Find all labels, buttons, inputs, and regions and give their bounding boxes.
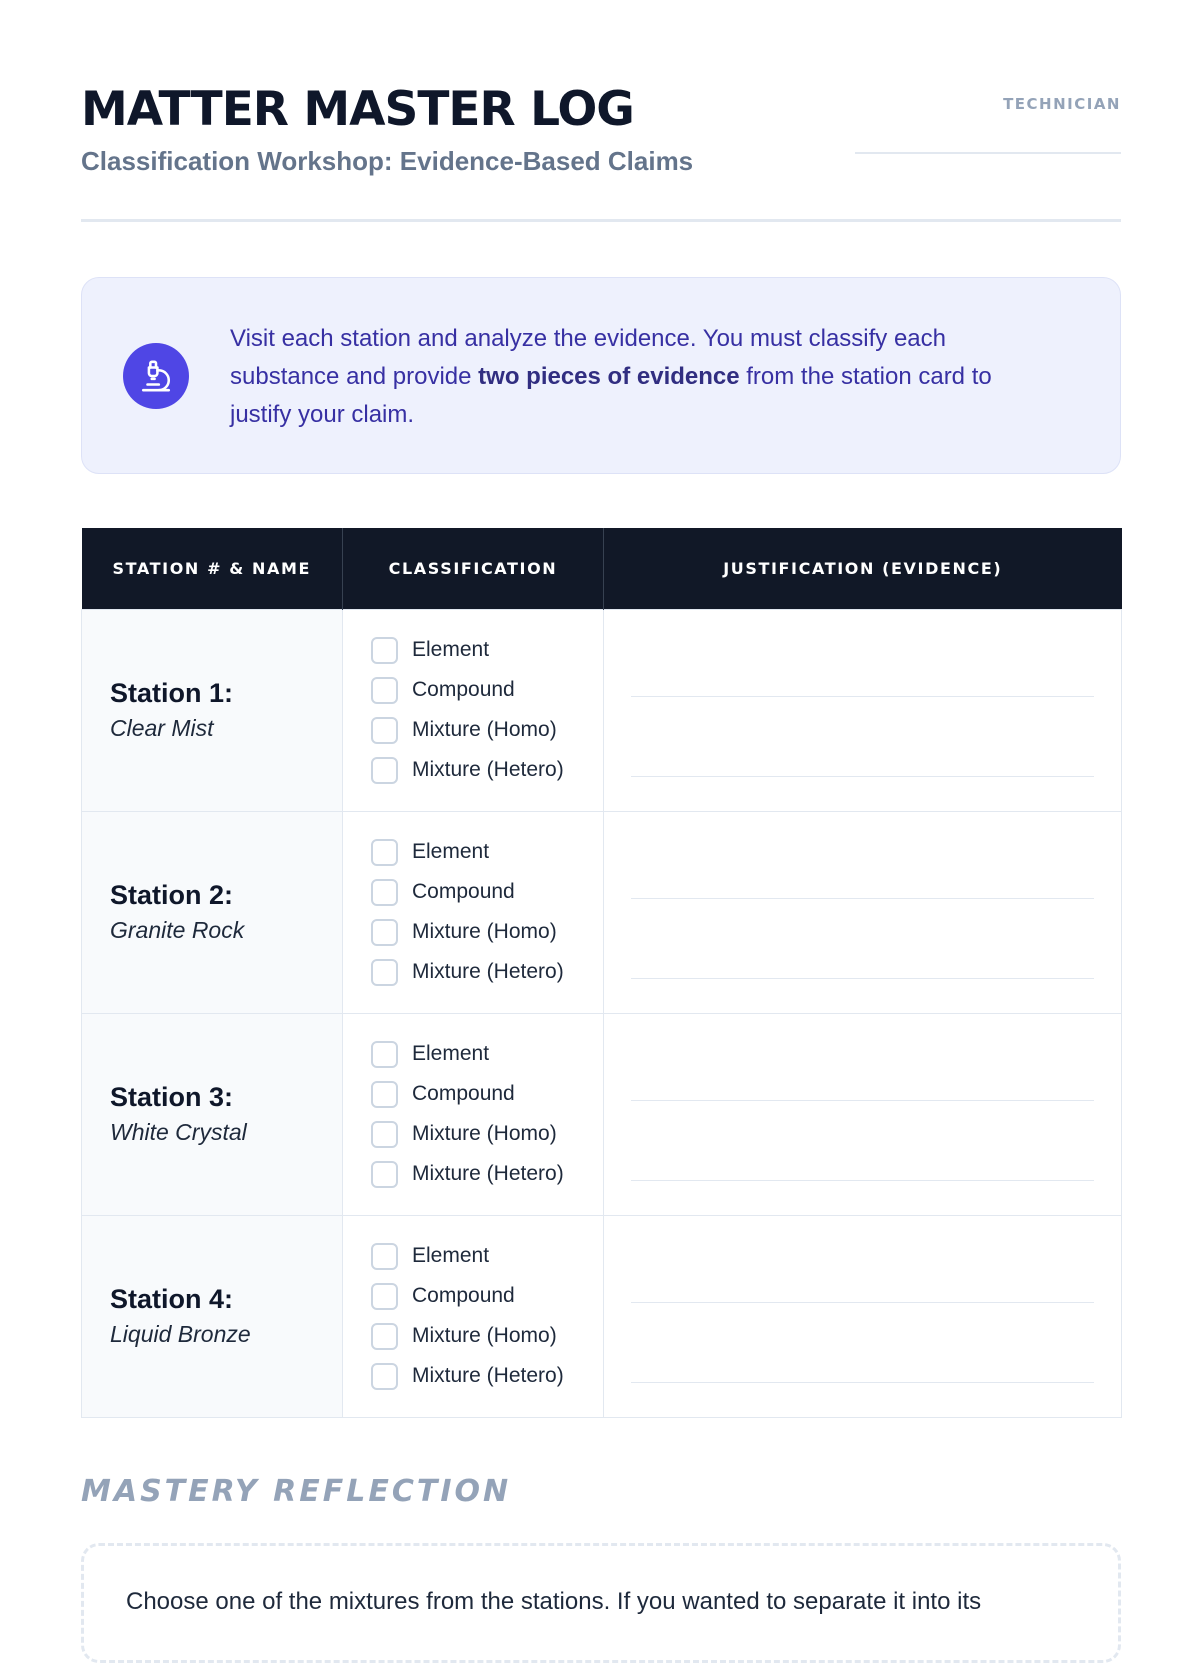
checkbox[interactable] [371,1041,398,1068]
classification-option[interactable] [371,1034,603,1074]
technician-label: TECHNICIAN [1003,95,1121,113]
option-label: Mixture (Homo) [412,920,557,943]
checkbox[interactable] [371,959,398,986]
option-label: Element [412,1244,490,1267]
option-label: Mixture (Hetero) [412,758,564,781]
station-name: Liquid Bronze [110,1321,251,1347]
classification-option[interactable] [371,1316,603,1356]
instructions-callout [81,277,1121,474]
writing-line [631,898,1094,899]
justification-cell[interactable] [604,1013,1122,1215]
option-label: Compound [412,1082,515,1105]
option-label: Mixture (Hetero) [412,1162,564,1185]
worksheet [81,0,1121,1615]
instructions-text [230,320,1050,434]
writing-line [631,978,1094,979]
station-number: Station 2: [110,880,234,910]
checkbox[interactable] [371,1081,398,1108]
checkbox[interactable] [371,1121,398,1148]
option-label: Element [412,1042,490,1065]
checkbox[interactable] [371,919,398,946]
station-number: Station 1: [110,678,234,708]
option-label: Mixture (Hetero) [412,1364,564,1387]
writing-line [631,1180,1094,1181]
instructions-text-start: Visit each station and analyze the evidence. You must classify each substance and provide [230,325,947,390]
classification-option[interactable] [371,710,603,750]
station-name: White Crystal [110,1119,247,1145]
classification-option[interactable] [371,832,603,872]
station-name: Granite Rock [110,917,245,943]
table-row [82,1215,1122,1417]
technician-name-line[interactable] [855,152,1121,154]
checkbox[interactable] [371,677,398,704]
classification-cell [343,1013,604,1215]
column-header-justification: JUSTIFICATION (EVIDENCE) [604,528,1122,609]
option-label: Compound [412,678,515,701]
instructions-text-end: from the station card to justify your claim. [230,363,992,428]
classification-option[interactable] [371,1154,603,1194]
table-row [82,609,1122,811]
classification-option[interactable] [371,750,603,790]
writing-line [631,1302,1094,1303]
station-cell [82,1013,343,1215]
classification-option[interactable] [371,1074,603,1114]
option-label: Mixture (Homo) [412,1122,557,1145]
checkbox[interactable] [371,757,398,784]
reflection-heading: MASTERY REFLECTION [81,1474,512,1509]
writing-line [631,1382,1094,1383]
header [81,0,1121,224]
page-subtitle: Classification Workshop: Evidence-Based Claims [81,146,694,176]
classification-cell [343,1215,604,1417]
table-row [82,811,1122,1013]
option-label: Mixture (Homo) [412,1324,557,1347]
classification-option[interactable] [371,1276,603,1316]
page-title: MATTER MASTER LOG [81,82,634,137]
justification-cell[interactable] [604,811,1122,1013]
classification-option[interactable] [371,872,603,912]
station-cell [82,609,343,811]
station-cell [82,811,343,1013]
classification-option[interactable] [371,630,603,670]
station-cell [82,1215,343,1417]
classification-cell [343,609,604,811]
writing-line [631,1100,1094,1101]
checkbox[interactable] [371,717,398,744]
station-number: Station 4: [110,1284,234,1314]
justification-cell[interactable] [604,1215,1122,1417]
station-number: Station 3: [110,1082,234,1112]
instructions-emphasis: two pieces of evidence [478,363,740,390]
option-label: Element [412,840,490,863]
reflection-box[interactable] [81,1543,1121,1663]
microscope-icon [123,343,189,409]
reflection-prompt: Choose one of the mixtures from the stations. If you wanted to separate it into its [126,1588,982,1615]
column-header-classification: CLASSIFICATION [343,528,604,609]
table-row [82,1013,1122,1215]
option-label: Element [412,638,490,661]
classification-option[interactable] [371,670,603,710]
justification-cell[interactable] [604,609,1122,811]
checkbox[interactable] [371,637,398,664]
writing-line [631,776,1094,777]
checkbox[interactable] [371,839,398,866]
classification-option[interactable] [371,912,603,952]
option-label: Mixture (Hetero) [412,960,564,983]
header-divider [81,219,1121,222]
classification-option[interactable] [371,1356,603,1396]
table-header-row [82,528,1122,609]
checkbox[interactable] [371,1323,398,1350]
checkbox[interactable] [371,1243,398,1270]
checkbox[interactable] [371,879,398,906]
classification-option[interactable] [371,952,603,992]
option-label: Compound [412,1284,515,1307]
classification-option[interactable] [371,1236,603,1276]
column-header-station: STATION # & NAME [82,528,343,609]
station-log-table [81,528,1122,1418]
checkbox[interactable] [371,1283,398,1310]
checkbox[interactable] [371,1161,398,1188]
option-label: Mixture (Homo) [412,718,557,741]
classification-option[interactable] [371,1114,603,1154]
classification-cell [343,811,604,1013]
checkbox[interactable] [371,1363,398,1390]
option-label: Compound [412,880,515,903]
writing-line [631,696,1094,697]
station-name: Clear Mist [110,715,214,741]
